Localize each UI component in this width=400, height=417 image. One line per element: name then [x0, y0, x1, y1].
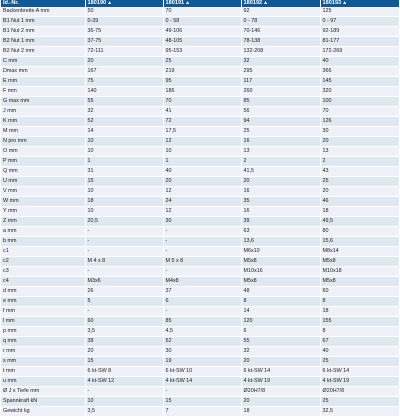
table-cell: 320 — [320, 87, 399, 97]
table-row — [1, 17, 399, 27]
table-cell: 15,6 — [320, 237, 399, 247]
table-cell: M5x8 — [320, 257, 399, 267]
table-cell: 4 kt-SW 19 — [241, 377, 320, 387]
table-cell: 25 — [320, 357, 399, 367]
column-header-2[interactable] — [163, 0, 241, 7]
table-cell: 49,5 — [320, 217, 399, 227]
table-cell: 30 — [163, 347, 241, 357]
table-cell: 50 — [85, 7, 163, 17]
row-label: Gewicht kg — [1, 407, 85, 417]
table-cell: 0 - 58 — [163, 17, 241, 27]
row-label: Dmax mm — [1, 67, 85, 77]
table-cell: - — [163, 227, 241, 237]
table-cell: 43 — [320, 167, 399, 177]
table-row — [1, 57, 399, 67]
table-row — [1, 207, 399, 217]
table-cell: 37 — [163, 287, 241, 297]
row-label: M mm — [1, 127, 85, 137]
table-cell: - — [85, 387, 163, 397]
row-label: e mm — [1, 297, 85, 307]
row-label: B1 Nut 2 mm — [1, 27, 85, 37]
table-row — [1, 177, 399, 187]
table-row — [1, 387, 399, 397]
table-cell: M10x18 — [320, 267, 399, 277]
table-cell: 72 — [163, 117, 241, 127]
column-header-3[interactable] — [241, 0, 320, 7]
table-cell: Ø20H7/8 — [320, 387, 399, 397]
table-cell: 39 — [241, 217, 320, 227]
table-cell: 120 — [241, 317, 320, 327]
table-cell: 14 — [241, 307, 320, 317]
table-row — [1, 227, 399, 237]
table-cell: 15 — [85, 177, 163, 187]
table-cell: 0-39 — [85, 17, 163, 27]
table-cell: M3x6 — [85, 277, 163, 287]
table-cell: 18 — [241, 407, 320, 417]
table-row — [1, 257, 399, 267]
table-cell: 1 — [163, 157, 241, 167]
column-header-4[interactable] — [320, 0, 399, 7]
table-cell: 95 — [163, 77, 241, 87]
column-id: 180192 — [243, 0, 263, 6]
table-row — [1, 317, 399, 327]
table-cell: 145 — [320, 77, 399, 87]
table-cell: 3,5 — [85, 327, 163, 337]
table-cell: 16 — [241, 137, 320, 147]
row-label: P mm — [1, 157, 85, 167]
row-label: c4 — [1, 277, 85, 287]
table-cell: M5x8 — [241, 277, 320, 287]
table-cell: 32 — [85, 107, 163, 117]
row-label: f mm — [1, 307, 85, 317]
table-cell: 100 — [320, 97, 399, 107]
table-row — [1, 77, 399, 87]
table-cell: 92-189 — [320, 27, 399, 37]
table-cell: - — [163, 237, 241, 247]
table-cell: 17,5 — [163, 127, 241, 137]
table-cell: - — [85, 227, 163, 237]
table-cell: 67 — [320, 337, 399, 347]
table-cell: 25 — [241, 127, 320, 137]
row-label: t mm — [1, 367, 85, 377]
table-cell: 167 — [85, 67, 163, 77]
table-cell: 3,5 — [85, 407, 163, 417]
up-triangle-icon: ▲ — [107, 0, 113, 6]
table-cell: 14 — [85, 127, 163, 137]
table-cell: 31 — [85, 167, 163, 177]
table-cell: M10x16 — [241, 267, 320, 277]
table-cell: 60 — [320, 287, 399, 297]
table-cell: 0 - 97 — [320, 17, 399, 27]
table-cell: 366 — [320, 67, 399, 77]
table-cell: 6 kt-SW 10 — [163, 367, 241, 377]
table-cell: 126 — [320, 117, 399, 127]
table-cell: 20 — [320, 137, 399, 147]
table-row — [1, 307, 399, 317]
table-cell: 78-138 — [241, 37, 320, 47]
table-cell: 95-153 — [163, 47, 241, 57]
table-cell: 41 — [163, 107, 241, 117]
column-id: 180190 — [87, 0, 107, 6]
table-cell: 36-75 — [85, 27, 163, 37]
table-cell: 140 — [85, 87, 163, 97]
table-cell: 18 — [85, 197, 163, 207]
table-row — [1, 277, 399, 287]
table-row — [1, 237, 399, 247]
table-cell: Ø20H7/8 — [241, 387, 320, 397]
table-cell: 92 — [241, 7, 320, 17]
table-cell: 5 — [85, 297, 163, 307]
table-cell: 70 — [163, 97, 241, 107]
table-cell: 25 — [320, 177, 399, 187]
row-label: a mm — [1, 227, 85, 237]
table-cell: 1 — [85, 157, 163, 167]
table-cell: 4 kt-SW 14 — [163, 377, 241, 387]
table-cell: 75 — [85, 77, 163, 87]
table-row — [1, 107, 399, 117]
table-row — [1, 217, 399, 227]
table-cell: 48 — [241, 287, 320, 297]
up-triangle-icon: ▲ — [263, 0, 269, 6]
table-cell: 20 — [241, 397, 320, 407]
table-cell: 6 — [163, 297, 241, 307]
table-cell: 12 — [163, 187, 241, 197]
table-row — [1, 367, 399, 377]
table-cell: 20 — [241, 357, 320, 367]
table-cell: 6 kt-SW 14 — [241, 367, 320, 377]
table-cell: 55 — [241, 337, 320, 347]
row-label: c2 — [1, 257, 85, 267]
table-cell: - — [85, 237, 163, 247]
table-cell: 37-75 — [85, 37, 163, 47]
table-cell: 40 — [320, 57, 399, 67]
table-cell: 35 — [241, 197, 320, 207]
table-row — [1, 87, 399, 97]
table-row — [1, 287, 399, 297]
table-row — [1, 197, 399, 207]
table-cell: - — [85, 267, 163, 277]
table-cell: 2 — [320, 157, 399, 167]
table-row — [1, 187, 399, 197]
row-label: O mm — [1, 147, 85, 157]
table-cell: 55 — [85, 97, 163, 107]
table-cell: 52 — [163, 337, 241, 347]
table-cell: 40 — [320, 347, 399, 357]
table-cell: 24 — [163, 197, 241, 207]
row-label: W mm — [1, 197, 85, 207]
row-label: B2 Nut 1 mm — [1, 37, 85, 47]
table-cell: 20 — [320, 187, 399, 197]
up-triangle-icon: ▲ — [185, 0, 191, 6]
table-cell: M 4 x 8 — [85, 257, 163, 267]
table-cell: 219 — [163, 67, 241, 77]
table-cell: 52 — [85, 117, 163, 127]
row-label: B2 Nut 2 mm — [1, 47, 85, 57]
row-label: K mm — [1, 117, 85, 127]
row-label: J mm — [1, 107, 85, 117]
table-cell: 56 — [241, 107, 320, 117]
table-cell: 41,5 — [241, 167, 320, 177]
table-cell: 30 — [163, 217, 241, 227]
table-cell: - — [163, 247, 241, 257]
table-cell: 295 — [241, 67, 320, 77]
table-cell: 20 — [163, 177, 241, 187]
row-label: r mm — [1, 347, 85, 357]
table-cell: 25 — [320, 397, 399, 407]
table-cell: M 5 x 8 — [163, 257, 241, 267]
table-cell: 48-105 — [163, 37, 241, 47]
table-cell: 260 — [241, 87, 320, 97]
table-cell: 10 — [85, 137, 163, 147]
table-cell: 10 — [163, 147, 241, 157]
table-cell: 186 — [163, 87, 241, 97]
table-cell: 155 — [320, 317, 399, 327]
table-row — [1, 327, 399, 337]
table-cell: 85 — [163, 317, 241, 327]
table-row — [1, 97, 399, 107]
row-label: b mm — [1, 237, 85, 247]
table-header — [1, 0, 399, 7]
row-label: s mm — [1, 357, 85, 367]
column-header-1[interactable] — [85, 0, 163, 7]
table-cell: 6 kt-SW 14 — [320, 367, 399, 377]
table-cell: 20,5 — [85, 217, 163, 227]
table-cell: 0 - 78 — [241, 17, 320, 27]
table-row — [1, 117, 399, 127]
table-cell: 12 — [163, 137, 241, 147]
table-cell: 16 — [241, 187, 320, 197]
table-body — [1, 7, 399, 417]
row-label: l mm — [1, 317, 85, 327]
table-cell: 46 — [320, 197, 399, 207]
table-cell: 25 — [163, 57, 241, 67]
row-label: B1 Nut 1 mm — [1, 17, 85, 27]
table-cell: 70-146 — [241, 27, 320, 37]
table-row — [1, 377, 399, 387]
row-label: F mm — [1, 87, 85, 97]
table-cell: - — [85, 247, 163, 257]
table-row — [1, 357, 399, 367]
table-cell: 40 — [163, 167, 241, 177]
table-cell: 20 — [85, 57, 163, 67]
table-cell: 80 — [320, 227, 399, 237]
table-row — [1, 7, 399, 17]
table-row — [1, 147, 399, 157]
table-row — [1, 47, 399, 57]
table-cell: 10 — [85, 397, 163, 407]
table-cell: 4 kt-SW 12 — [85, 377, 163, 387]
table-cell: - — [163, 387, 241, 397]
table-cell: 81-177 — [320, 37, 399, 47]
table-cell: 8 — [320, 327, 399, 337]
table-cell: 10 — [85, 207, 163, 217]
table-cell: 20 — [85, 347, 163, 357]
table-row — [1, 297, 399, 307]
table-cell: 13 — [241, 147, 320, 157]
column-id: 180191 — [165, 0, 185, 6]
table-cell: - — [163, 307, 241, 317]
table-cell: M5x8 — [241, 257, 320, 267]
table-cell: 94 — [241, 117, 320, 127]
table-cell: 117 — [241, 77, 320, 87]
table-cell: 10 — [85, 187, 163, 197]
table-cell: M6x10 — [241, 247, 320, 257]
table-cell: 18 — [320, 207, 399, 217]
row-label: d mm — [1, 287, 85, 297]
row-label: E mm — [1, 77, 85, 87]
table-row — [1, 347, 399, 357]
table-cell: 19 — [163, 357, 241, 367]
table-cell: 32 — [241, 347, 320, 357]
table-row — [1, 127, 399, 137]
table-cell: 7 — [163, 407, 241, 417]
table-cell: - — [163, 267, 241, 277]
table-row — [1, 27, 399, 37]
row-label: Spannkraft kN — [1, 397, 85, 407]
table-row — [1, 337, 399, 347]
table-row — [1, 167, 399, 177]
table-cell: 16 — [241, 207, 320, 217]
table-row — [1, 247, 399, 257]
table-cell: 8 — [320, 297, 399, 307]
table-cell: 132-208 — [241, 47, 320, 57]
table-cell: 72-111 — [85, 47, 163, 57]
up-triangle-icon: ▲ — [342, 0, 348, 6]
table-row — [1, 407, 399, 417]
table-cell: M5x8 — [320, 277, 399, 287]
row-label: V mm — [1, 187, 85, 197]
table-cell: 8 — [241, 297, 320, 307]
table-cell: 63 — [241, 227, 320, 237]
row-label: Q mm — [1, 167, 85, 177]
table-row — [1, 397, 399, 407]
table-cell: 70 — [163, 7, 241, 17]
table-cell: 13,6 — [241, 237, 320, 247]
header-label: Id.-Nr. — [1, 0, 85, 7]
row-label: Ø J x Tiefe mm — [1, 387, 85, 397]
column-id: 180193 — [322, 0, 342, 6]
table-cell: 6 — [241, 327, 320, 337]
row-label: Y mm — [1, 207, 85, 217]
table-cell: - — [85, 307, 163, 317]
table-cell: M4x8 — [163, 277, 241, 287]
table-cell: 15 — [163, 397, 241, 407]
row-label: N pro mm — [1, 137, 85, 147]
row-label: C mm — [1, 57, 85, 67]
table-cell: 32 — [241, 57, 320, 67]
table-cell: 4 kt-SW 19 — [320, 377, 399, 387]
spec-table — [1, 0, 400, 417]
table-cell: 6 kt-SW 8 — [85, 367, 163, 377]
table-cell: 30 — [320, 127, 399, 137]
row-label: u mm — [1, 377, 85, 387]
table-cell: 125 — [320, 7, 399, 17]
row-label: G max mm — [1, 97, 85, 107]
table-row — [1, 267, 399, 277]
table-row — [1, 67, 399, 77]
table-cell: 15 — [85, 357, 163, 367]
row-label: c3 — [1, 267, 85, 277]
table-row — [1, 137, 399, 147]
table-cell: 13 — [320, 147, 399, 157]
table-cell: M8x14 — [320, 247, 399, 257]
table-cell: 2 — [241, 157, 320, 167]
row-label: Backenbreite A mm — [1, 7, 85, 17]
row-label: Z mm — [1, 217, 85, 227]
row-label: c1 — [1, 247, 85, 257]
table-row — [1, 157, 399, 167]
table-cell: 4,5 — [163, 327, 241, 337]
table-cell: 85 — [241, 97, 320, 107]
row-label: p mm — [1, 327, 85, 337]
table-cell: 49-106 — [163, 27, 241, 37]
table-row — [1, 37, 399, 47]
table-cell: 12 — [163, 207, 241, 217]
table-cell: 172-269 — [320, 47, 399, 57]
row-label: q mm — [1, 337, 85, 347]
table-cell: 32,5 — [320, 407, 399, 417]
table-cell: 20 — [241, 177, 320, 187]
table-cell: 18 — [320, 307, 399, 317]
table-cell: 70 — [320, 107, 399, 117]
row-label: U mm — [1, 177, 85, 187]
table-cell: 60 — [85, 317, 163, 327]
table-cell: 38 — [85, 337, 163, 347]
table-cell: 26 — [85, 287, 163, 297]
table-cell: 10 — [85, 147, 163, 157]
